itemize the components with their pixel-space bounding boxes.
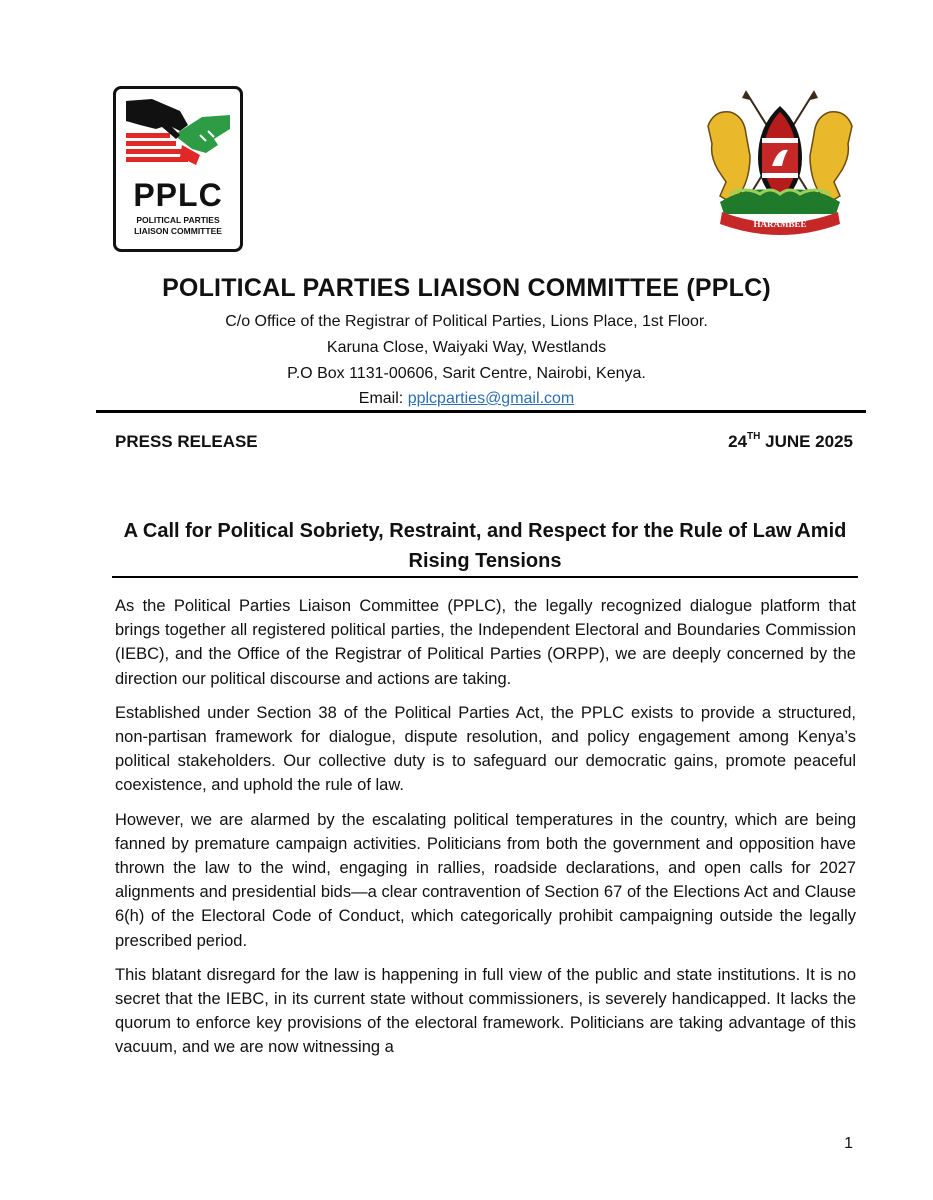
pplc-logo: [113, 86, 243, 252]
header-divider: [96, 410, 866, 413]
coat-motto: HARAMBEE: [753, 219, 807, 229]
address-line-3: P.O Box 1131-00606, Sarit Centre, Nairobi, Kenya.: [287, 365, 646, 382]
press-release-label: PRESS RELEASE: [115, 432, 258, 451]
address-line-2: Karuna Close, Waiyaki Way, Westlands: [326, 339, 607, 356]
headline-divider: [112, 576, 858, 578]
address-line-1: C/o Office of the Registrar of Political Parties, Lions Place, 1st Floor.: [225, 313, 708, 330]
handshake-icon: [122, 95, 234, 175]
body-text: [115, 594, 856, 1070]
paragraph: This blatant disregard for the law is happening in full view of the public and state institutions. It is no secret that the IEBC, in its current state without commissioners, is severely handicapped. It lacks the quorum to enforce key provisions of the electoral framework. Politicians are taking advantage of this vacuum, and we are now witnessing a: [115, 965, 856, 1057]
logo-acronym: PPLC: [133, 177, 223, 213]
release-date: 24TH JUNE 2025: [728, 431, 853, 451]
email-link[interactable]: pplcparties@gmail.com: [407, 390, 575, 407]
page-number: 1: [844, 1135, 853, 1152]
logo-subtitle: POLITICAL PARTIES LIAISON COMMITTEE: [134, 215, 222, 236]
email-label: Email:: [358, 390, 404, 407]
paragraph: As the Political Parties Liaison Committee (PPLC), the legally recognized dialogue platform that brings together all registered political parties, the Independent Electoral and Boundaries Commission (IEBC), and the Office of the Registrar of Political Parties (ORPP), we are deeply concerned by the direction our political discourse and actions are taking.: [115, 597, 856, 688]
email-line: [0, 390, 933, 408]
paragraph: However, we are alarmed by the escalating political temperatures in the country, which are being fanned by premature campaign activities. Politicians from both the government and opposition have thrown the law to the wind, engaging in rallies, roadside declarations, and open calls for 2027 alignments and presidential bids—a clear contravention of Section 67 of the Elections Act and Clause 6(h) of the Electoral Code of Conduct, which categorically prohibit campaigning outside the legally prescribed period.: [115, 810, 856, 950]
org-title: POLITICAL PARTIES LIAISON COMMITTEE (PPLC): [162, 274, 771, 302]
paragraph: Established under Section 38 of the Political Parties Act, the PPLC exists to provide a structured, non-partisan framework for dialogue, dispute resolution, and policy engagement among Kenya’s political stakeholders. Our collective duty is to safeguard our democratic gains, promote peaceful coexistence, and uphold the rule of law.: [115, 703, 856, 795]
headline: A Call for Political Sobriety, Restraint, and Respect for the Rule of Law Amid Rising Tensions: [123, 520, 847, 572]
kenya-coat-of-arms-icon: [700, 86, 860, 236]
